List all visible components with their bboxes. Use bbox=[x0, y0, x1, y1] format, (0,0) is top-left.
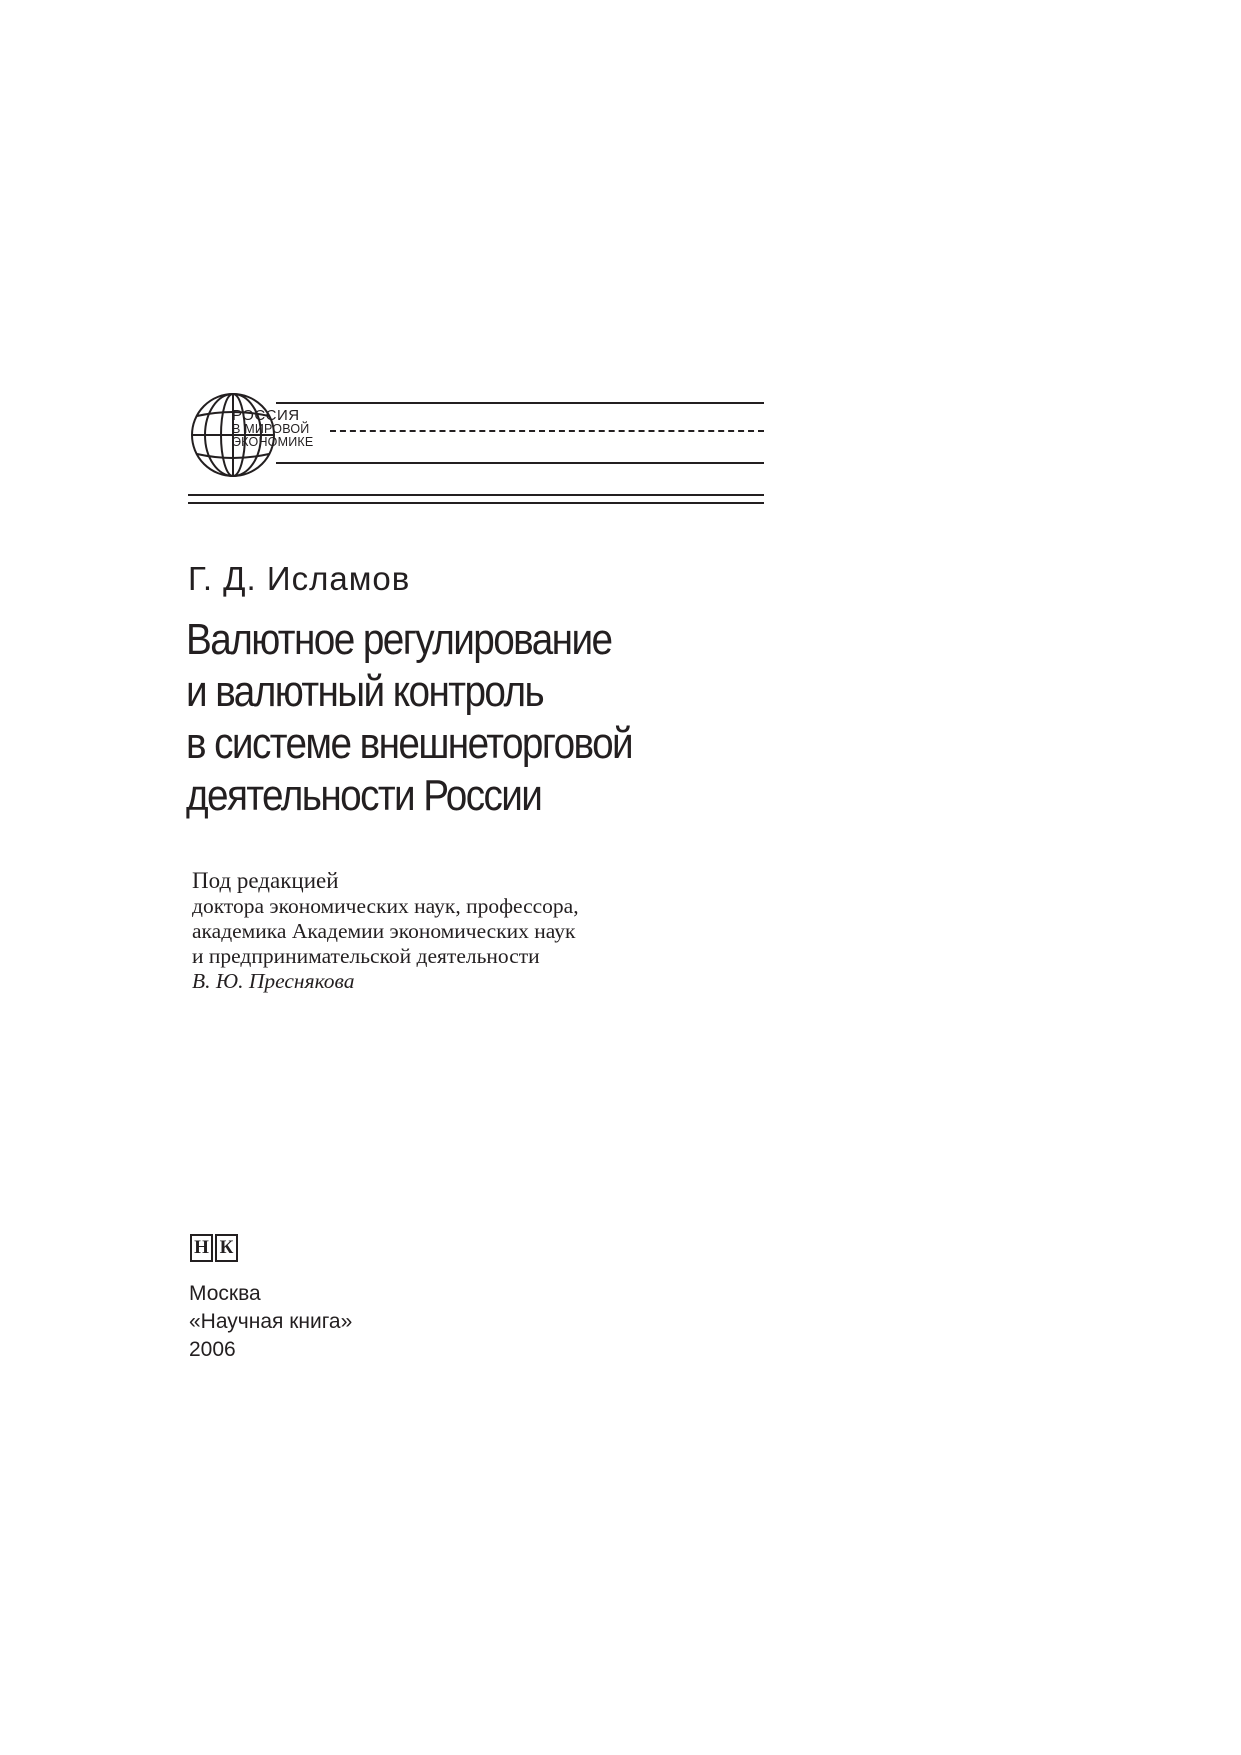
imprint-publisher: «Научная книга» bbox=[189, 1310, 353, 1333]
series-header bbox=[188, 390, 763, 510]
imprint-year: 2006 bbox=[189, 1338, 236, 1361]
publisher-logo-letter: Н bbox=[190, 1234, 213, 1262]
editor-line: и предпринимательской деятельности bbox=[192, 944, 540, 968]
title-line: Валютное регулирование bbox=[186, 615, 612, 664]
editor-line: академика Академии экономических наук bbox=[192, 919, 576, 943]
imprint-city: Москва bbox=[189, 1282, 261, 1305]
editor-line: доктора экономических наук, профессора, bbox=[192, 894, 579, 918]
publisher-logo bbox=[190, 1234, 240, 1262]
title-line: и валютный контроль bbox=[186, 667, 544, 716]
editor-line: Под редакцией bbox=[192, 868, 339, 893]
editor-credit bbox=[192, 868, 579, 994]
book-author: Г. Д. Исламов bbox=[188, 560, 411, 597]
series-rule-top bbox=[276, 402, 764, 404]
editor-name: В. Ю. Преснякова bbox=[192, 969, 355, 993]
title-line: деятельности России bbox=[186, 771, 542, 820]
series-name bbox=[232, 409, 313, 449]
series-line-2: В МИРОВОЙ bbox=[232, 422, 310, 436]
imprint bbox=[189, 1280, 352, 1364]
book-title bbox=[186, 614, 732, 822]
series-double-rule bbox=[188, 494, 764, 504]
series-line-3: ЭКОНОМИКЕ bbox=[232, 435, 314, 449]
publisher-logo-letter: К bbox=[215, 1234, 238, 1262]
series-rule-dashed bbox=[330, 430, 764, 432]
title-line: в системе внешнеторговой bbox=[186, 719, 633, 768]
series-line-1: РОССИЯ bbox=[232, 407, 300, 424]
series-rule-bottom bbox=[276, 462, 764, 464]
